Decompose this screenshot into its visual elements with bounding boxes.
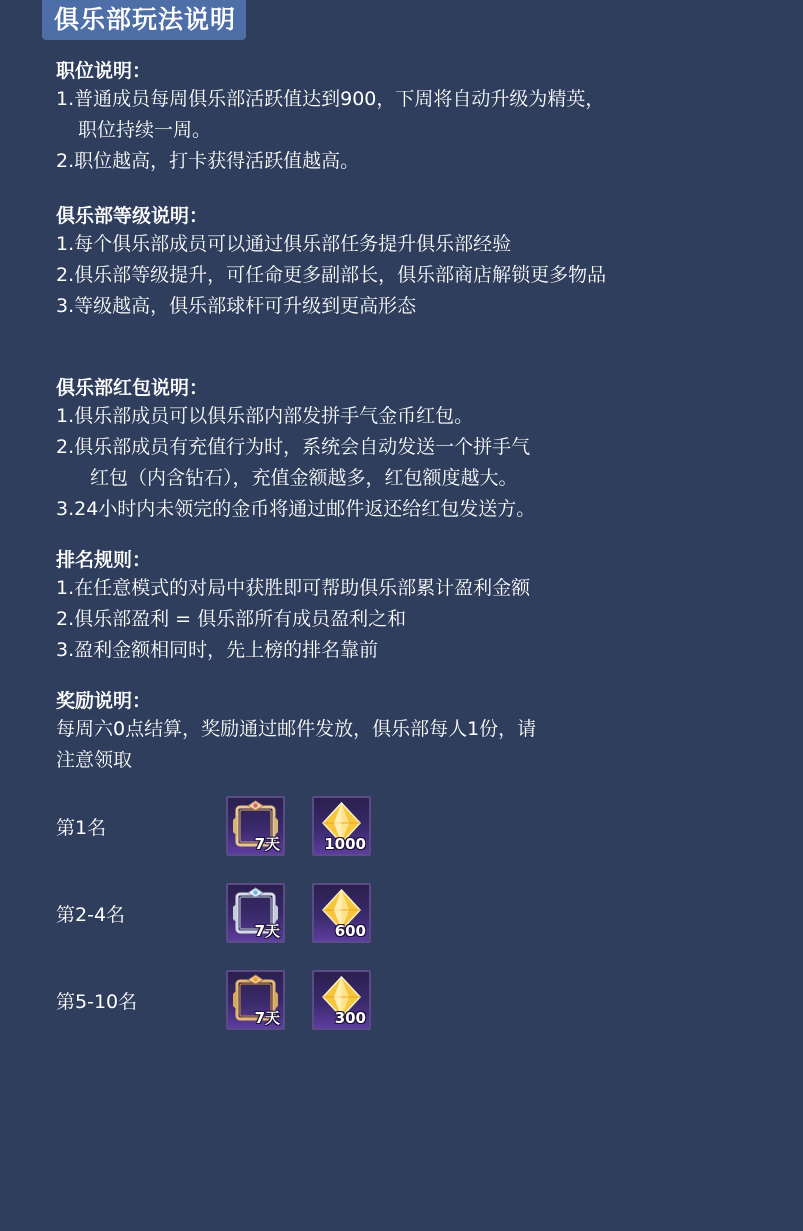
rule-line: 每周六0点结算，奖励通过邮件发放，俱乐部每人1份，请	[56, 718, 537, 740]
rule-line: 2.俱乐部等级提升，可任命更多副部长，俱乐部商店解锁更多物品	[56, 264, 607, 286]
item-quantity: 300	[334, 1009, 366, 1027]
rule-line: 3.24小时内未领完的金币将通过邮件返还给红包发送方。	[56, 498, 536, 520]
rule-line: 注意领取	[56, 749, 133, 771]
section-heading: 俱乐部红包说明：	[56, 377, 209, 399]
rule-line: 2.职位越高，打卡获得活跃值越高。	[56, 150, 360, 172]
section-heading: 排名规则：	[56, 549, 152, 571]
rule-line: 2.俱乐部成员有充值行为时，系统会自动发送一个拼手气	[56, 436, 531, 458]
avatar-frame-item[interactable]	[226, 796, 285, 856]
avatar-frame-item[interactable]	[226, 970, 285, 1030]
item-quantity: 7天	[254, 835, 280, 853]
diamond-item[interactable]	[312, 796, 371, 856]
rule-line: 1.普通成员每周俱乐部活跃值达到900，下周将自动升级为精英，	[56, 88, 605, 110]
diamond-item[interactable]	[312, 883, 371, 943]
section-heading: 俱乐部等级说明：	[56, 205, 209, 227]
rule-line: 1.在任意模式的对局中获胜即可帮助俱乐部累计盈利金额	[56, 577, 531, 599]
page-title: 俱乐部玩法说明	[42, 0, 246, 40]
rule-line: 1.俱乐部成员可以俱乐部内部发拼手气金币红包。	[56, 405, 474, 427]
item-quantity: 7天	[254, 922, 280, 940]
section-position	[56, 58, 776, 177]
section-rewards	[56, 688, 776, 776]
rule-line: 2.俱乐部盈利 = 俱乐部所有成员盈利之和	[56, 608, 407, 630]
item-quantity: 600	[334, 922, 366, 940]
rule-line: 红包（内含钻石），充值金额越多，红包额度越大。	[90, 467, 518, 489]
rule-line: 3.等级越高，俱乐部球杆可升级到更高形态	[56, 295, 417, 317]
rule-line: 职位持续一周。	[78, 119, 212, 141]
section-heading: 职位说明：	[56, 60, 152, 82]
diamond-item[interactable]	[312, 970, 371, 1030]
section-heading: 奖励说明：	[56, 690, 152, 712]
rank-label: 第2-4名	[56, 904, 126, 926]
item-quantity: 7天	[254, 1009, 280, 1027]
rule-line: 1.每个俱乐部成员可以通过俱乐部任务提升俱乐部经验	[56, 233, 512, 255]
avatar-frame-item[interactable]	[226, 883, 285, 943]
rule-line: 3.盈利金额相同时，先上榜的排名靠前	[56, 639, 379, 661]
section-club-level	[56, 203, 776, 322]
rank-label: 第5-10名	[56, 991, 138, 1013]
section-red-packet	[56, 375, 776, 525]
rules-content	[56, 58, 776, 776]
section-ranking-rules	[56, 547, 776, 666]
rank-label: 第1名	[56, 817, 107, 839]
item-quantity: 1000	[324, 835, 366, 853]
